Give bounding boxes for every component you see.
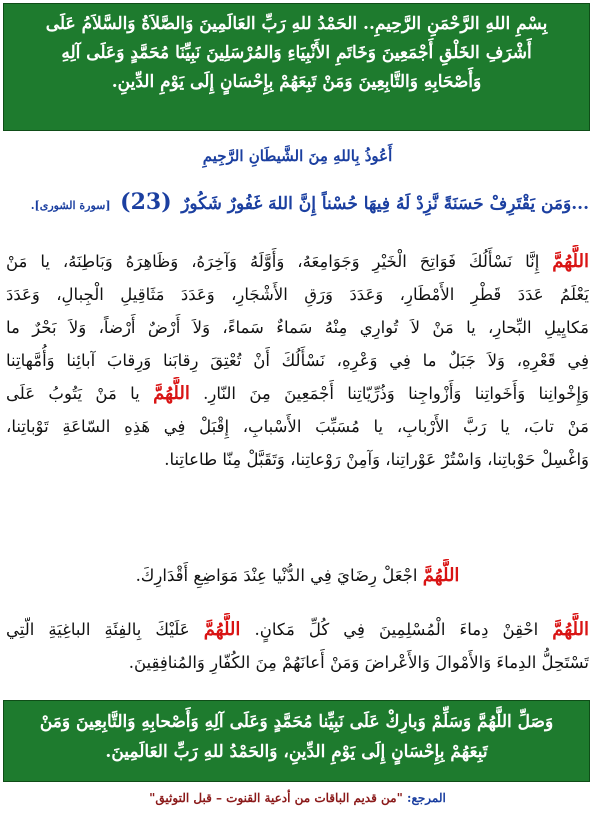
allahumma-word: اللَّهُمَّ: [203, 619, 241, 640]
closing-line-2: تَبِعَهُمْ بِإِحْسَانٍ إِلَى يَوْمِ الدِّينِ، وَالحَمْدُ للهِ رَبِّ العَالَمِينَ.: [105, 742, 488, 762]
allahumma-word: اللَّهُمَّ: [552, 619, 589, 640]
verse-reference: [سورة الشورى].: [30, 199, 111, 212]
reference-label: المرجع:: [402, 791, 446, 805]
verse-text: ...وَمَن يَقْتَرِفْ حَسَنَةً نَّزِدْ لَهُ فِيهَا حُسْناً إِنَّ اللهَ غَفُورٌ شَكُورٌ: [181, 194, 589, 214]
dua1-line-5: وَإِخْوانِنا وَأَخَواتِنا وَأَزْواجِنا وَذُرِّيّاتِنا أَجْمَعِينَ مِنَ النّارِ. اللَّهُمَّ يا مَنْ يَتُوبُ عَلَى: [6, 383, 589, 404]
closing-line-1: وَصَلِّ اللَّهُمَّ وَسَلِّمْ وَبارِكْ عَلَى نَبِيِّنا مُحَمَّدٍ وَعَلَى آلِهِ وَأَصْحابِهِ وَالتَّابِعِينَ وَمَنْ: [39, 712, 554, 732]
dua1-line-6: مَنْ تابَ، يا رَبَّ الأَرْبابِ، يا مُسَبِّبَ الأَسْبابِ، إِقْبَلْ فِي هَذِهِ السّاعَةِ تَوْباتِنا،: [6, 417, 589, 436]
dua-paragraph-2: [6, 559, 589, 592]
source-reference: [0, 791, 595, 805]
dua1-line-1: اللَّهُمَّ إِنَّا نَسْأَلُكَ فَوَاتِحَ الْخَيْرِ وَجَوَامِعَهُ، وَأَوَّلَهُ وَآخِرَهُ، وَظَاهِرَهُ وَبَاطِنَهُ، يا مَنْ: [6, 251, 589, 272]
allahumma-word: اللَّهُمَّ: [422, 565, 460, 586]
dua1-line-2: يَعْلَمُ عَدَدَ قَطْرِ الأَمْطَارِ، وَعَدَدَ وَرَقِ الأَشْجَارِ، وَعَدَدَ مَثَاقِيلِ الْجِبالِ، وَعَدَدَ: [6, 285, 589, 304]
quran-verse: [6, 189, 589, 219]
dua2-line: اللَّهُمَّ اجْعَلْ رِضَايَ فِي الدُّنْيا عِنْدَ مَوَاضِعِ أَقْدَارِكَ.: [135, 565, 460, 586]
dua3-line-2: تَسْتَحِلُّ الدِماءَ وَالأَمْوالَ وَالأَعْراضَ وَمَنْ أَعانَهُمْ مِنَ الكُفّارِ وَالمُنافِقِينَ.: [128, 653, 589, 672]
allahumma-word: اللَّهُمَّ: [552, 251, 589, 272]
reference-title: "من قديم الباقات من أدعية القنوت – قبل التوثيق": [149, 791, 403, 805]
opening-line-3: وَأَصْحَابِهِ وَالتَّابِعِينَ وَمَنْ تَبِعَهُمْ بِإِحْسَانٍ إِلَى يَوْمِ الدِّينِ.: [111, 72, 482, 92]
verse-number: (23): [120, 189, 172, 215]
dua-paragraph-1: [6, 245, 589, 476]
dua1-line-3: مَكايِيلِ البِّحارِ، يا مَنْ لاَ تُوارِي مِنْهُ سَماءٌ سَماءً، وَلاَ أَرْضٌ أَرْضاً، وَلاَ بَحْرٌ ما: [6, 318, 589, 337]
opening-invocation-box: [3, 3, 590, 131]
opening-line-1: بِسْمِ اللهِ الرَّحْمَنِ الرَّحِيمِ.. الحَمْدُ للهِ رَبِّ العَالَمِينَ وَالصَّلاَةُ وَالسَّلاَمُ عَلَى: [45, 14, 548, 34]
closing-salawat-box: [3, 700, 590, 782]
opening-line-2: أَشْرَفِ الخَلْقِ أَجْمَعِينَ وَخَاتَمِ الأَنْبِيَاءِ وَالمُرْسَلِينَ نَبِيِّنَا مُحَمَّدٍ وَعَلَى آلِهِ: [61, 43, 532, 63]
dua3-line-1: اللَّهُمَّ احْقِنْ دِماءَ الْمُسْلِمِينَ فِي كُلِّ مَكانٍ. اللَّهُمَّ عَلَيْكَ بِالفِئَةِ الباغِيَةِ الّتِي: [6, 619, 589, 640]
dua1-line-4: فِي قَعْرِهِ، وَلاَ جَبَلٌ ما فِي وَعْرِهِ، نَسْأَلُكَ أَنْ تُعْتِقَ رِقابَنا وَرِقابَ آبائِنا وَأُمَّهاتِنا: [6, 351, 589, 370]
allahumma-word: اللَّهُمَّ: [153, 383, 190, 404]
istiadha-line: أَعُوذُ بِاللهِ مِنَ الشَّيطَانِ الرَّجِيمِ: [202, 147, 393, 165]
dua1-line-7: وَاغْسِلْ حَوْباتِنا، وَاسْتُرْ عَوْراتِنا، وَآمِنْ رَوْعاتِنا، وَتَقَبَّلْ مِنّا طاعاتِنا.: [164, 450, 589, 469]
dua-paragraph-3: [6, 613, 589, 679]
